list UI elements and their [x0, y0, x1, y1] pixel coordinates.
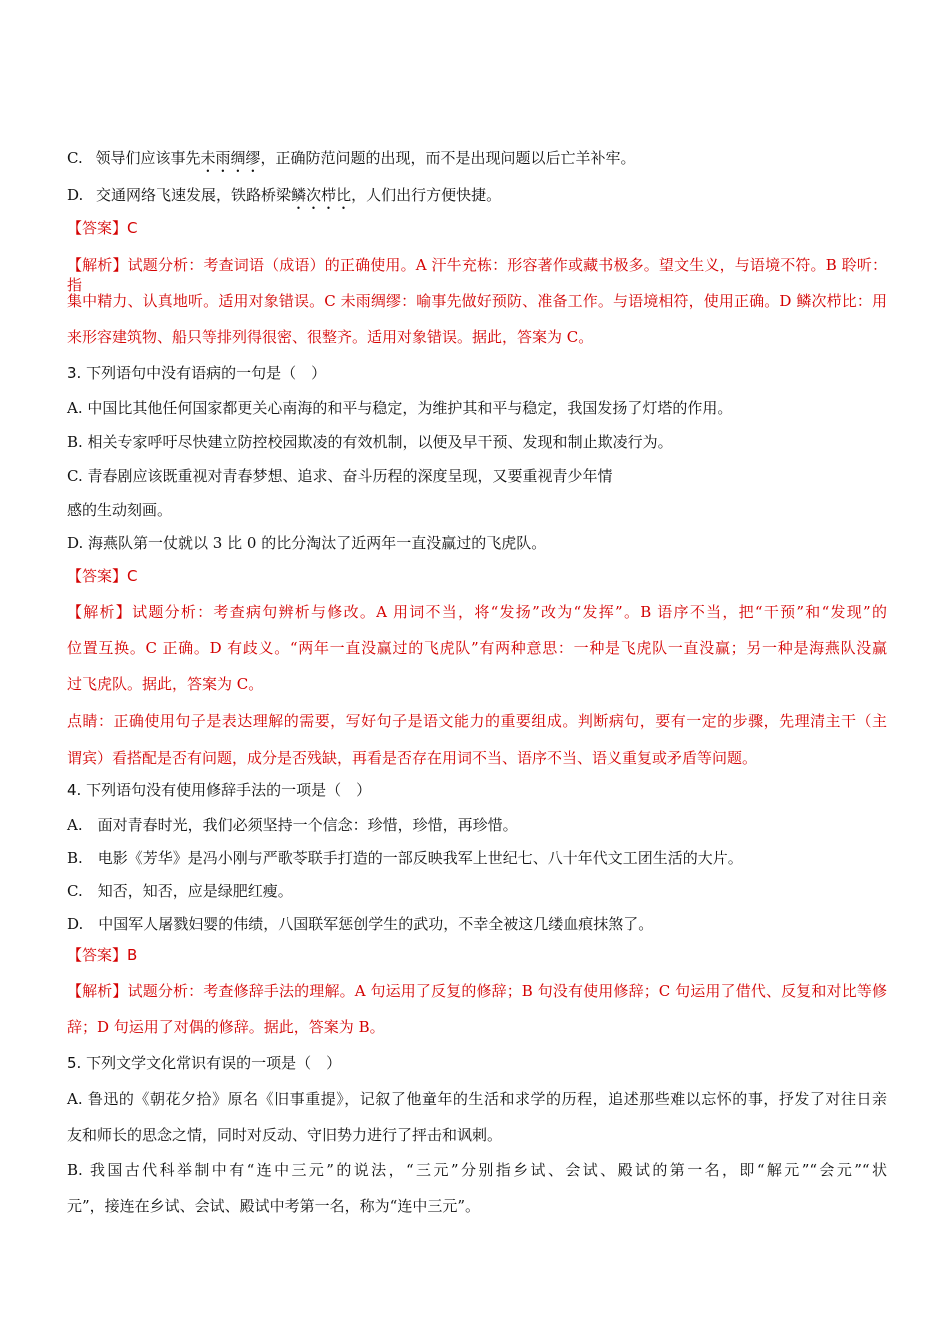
option-text-pre: 领导们应该事先	[95, 149, 201, 167]
idiom-dotted: 鳞次栉比	[291, 186, 352, 204]
q2-analysis-line-2: 集中精力、认真地听。适用对象错误。C 未雨绸缪：喻事先做好预防、准备工作。与语境相符，使用正确。D 鳞次栉比：用	[67, 292, 887, 310]
q5-stem: 5. 下列文学文化常识有误的一项是（ ）	[67, 1054, 342, 1072]
q4-analysis-line-2: 辞；D 句运用了对偶的修辞。据此，答案为 B。	[67, 1018, 385, 1036]
q3-option-b: B. 相关专家呼吁尽快建立防控校园欺凌的有效机制，以便及早干预、发现和制止欺凌行为。	[67, 433, 673, 451]
option-text-post: ，正确防范问题的出现，而不是出现问题以后亡羊补牢。	[260, 149, 636, 167]
q2-option-d	[67, 185, 887, 213]
q5-option-a-line-1: A. 鲁迅的《朝花夕拾》原名《旧事重提》，记叙了他童年的生活和求学的历程，追述那些难以忘怀的事，抒发了对往日亲	[67, 1090, 887, 1108]
q3-tip-line-2: 谓宾）看搭配是否有问题，成分是否残缺，再看是否存在用词不当、语序不当、语义重复或矛盾等问题。	[67, 749, 758, 767]
q2-analysis-line-3: 来形容建筑物、船只等排列得很密、很整齐。适用对象错误。据此，答案为 C。	[67, 328, 594, 346]
option-text-pre: 交通网络飞速发展，铁路桥梁	[96, 186, 292, 204]
q4-option-d: D. 中国军人屠戮妇婴的伟绩，八国联军惩创学生的武功，不幸全被这几缕血痕抹煞了。	[67, 915, 654, 933]
q3-answer: 【答案】C	[67, 567, 138, 585]
option-label: D.	[67, 186, 84, 204]
q3-analysis-line-3: 过飞虎队。据此，答案为 C。	[67, 675, 264, 693]
q4-answer: 【答案】B	[67, 946, 138, 964]
q3-option-d: D. 海燕队第一仗就以 3 比 0 的比分淘汰了近两年一直没赢过的飞虎队。	[67, 534, 547, 552]
q5-option-b-line-1: B. 我国古代科举制中有“连中三元”的说法，“三元”分别指乡试、会试、殿试的第一名，即“解元”“会元”“状	[67, 1161, 887, 1179]
option-label: C.	[67, 149, 83, 167]
idiom-dotted: 未雨绸缪	[200, 149, 261, 167]
q5-option-a-line-2: 友和师长的思念之情，同时对反动、守旧势力进行了抨击和讽刺。	[67, 1126, 503, 1144]
q4-option-b: B. 电影《芳华》是冯小刚与严歌苓联手打造的一部反映我军上世纪七、八十年代文工团生活的大片。	[67, 849, 743, 867]
q4-analysis-line-1: 【解析】试题分析：考查修辞手法的理解。A 句运用了反复的修辞；B 句没有使用修辞；C 句运用了借代、反复和对比等修	[67, 982, 887, 1000]
q4-stem: 4. 下列语句没有使用修辞手法的一项是（ ）	[67, 781, 372, 799]
q2-option-c	[67, 148, 887, 176]
q3-option-c-cont: 感的生动刻画。	[67, 501, 173, 519]
q3-analysis-line-2: 位置互换。C 正确。D 有歧义。“两年一直没赢过的飞虎队”有两种意思：一种是飞虎队一直没赢；另一种是海燕队没赢	[67, 639, 887, 657]
q3-stem: 3. 下列语句中没有语病的一句是（ ）	[67, 364, 327, 382]
q3-option-c: C. 青春剧应该既重视对青春梦想、追求、奋斗历程的深度呈现，又要重视青少年情	[67, 467, 613, 485]
option-text-post: ，人们出行方便快捷。	[351, 186, 502, 204]
q4-option-c: C. 知否，知否，应是绿肥红瘦。	[67, 882, 293, 900]
q3-analysis-line-1: 【解析】试题分析：考查病句辨析与修改。A 用词不当，将“发扬”改为“发挥”。B 语序不当，把“干预”和“发现”的	[67, 603, 887, 621]
q5-option-b-line-2: 元”，接连在乡试、会试、殿试中考第一名，称为“连中三元”。	[67, 1197, 481, 1215]
q2-analysis-line-1: 【解析】试题分析：考查词语（成语）的正确使用。A 汗牛充栋：形容著作或藏书极多。望文生义，与语境不符。B 聆听：指	[67, 256, 887, 294]
q2-answer: 【答案】C	[67, 219, 138, 237]
q3-option-a: A. 中国比其他任何国家都更关心南海的和平与稳定，为维护其和平与稳定，我国发扬了灯塔的作用。	[67, 399, 733, 417]
q3-tip-line-1: 点睛：正确使用句子是表达理解的需要，写好句子是语文能力的重要组成。判断病句，要有一定的步骤，先理清主干（主	[67, 712, 887, 730]
q4-option-a: A. 面对青春时光，我们必须坚持一个信念：珍惜，珍惜，再珍惜。	[67, 816, 518, 834]
